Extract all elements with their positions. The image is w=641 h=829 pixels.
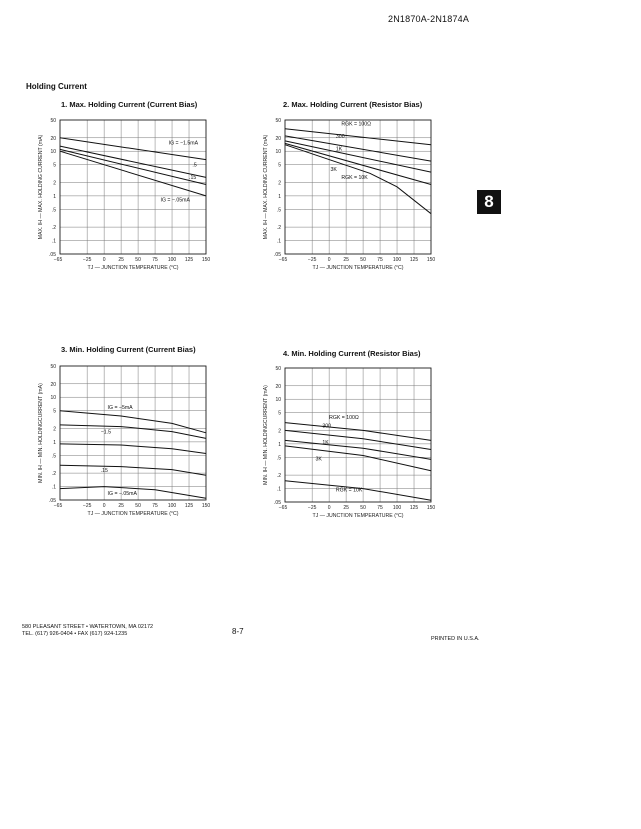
curve-label: 300	[335, 133, 345, 140]
curve-label: RGK = 10K	[335, 487, 363, 494]
chart-3	[20, 358, 220, 523]
y-tick-label: .2	[51, 471, 56, 478]
x-tick-label: 75	[152, 257, 158, 263]
y-tick-label: 1	[53, 193, 56, 200]
x-tick-label: 0	[327, 505, 331, 511]
y-tick-label: 20	[50, 135, 56, 142]
curve-label: IG = −.05mA	[160, 197, 190, 204]
part-number: 2N1870A-2N1874A	[388, 14, 470, 24]
y-tick-label: .05	[49, 498, 56, 504]
x-tick-label: 150	[201, 257, 211, 263]
y-tick-label: 10	[50, 395, 56, 402]
curve-label: .15	[189, 174, 197, 181]
y-tick-label: .2	[276, 473, 281, 480]
chart-2	[245, 112, 445, 277]
series-line	[285, 129, 431, 145]
y-axis-label: MAX. IH — MAX. HOLDING CURRENT (mA)	[38, 134, 44, 240]
x-tick-label: 125	[184, 257, 194, 263]
series-line	[285, 446, 431, 471]
y-tick-label: .1	[276, 238, 281, 245]
x-axis-label: TJ — JUNCTION TEMPERATURE (°C)	[312, 513, 404, 519]
x-tick-label: −65	[278, 257, 288, 263]
y-tick-label: 20	[50, 381, 56, 388]
curve-label: .15	[100, 468, 108, 475]
curve-label: 1K	[322, 439, 329, 446]
curve-label: 300	[322, 423, 332, 430]
series-line	[285, 141, 431, 172]
y-tick-label: 1	[278, 193, 281, 200]
plot-frame	[60, 366, 206, 500]
plot-frame	[285, 368, 431, 502]
y-tick-label: .05	[274, 252, 281, 258]
y-tick-label: 10	[275, 149, 281, 156]
y-tick-label: 5	[53, 162, 56, 169]
x-tick-label: −65	[278, 505, 288, 511]
y-tick-label: 2	[278, 428, 281, 435]
curve-label: RGK = 10K	[341, 174, 368, 181]
x-tick-label: −65	[53, 257, 63, 263]
y-tick-label: .5	[276, 207, 281, 214]
y-tick-label: 1	[53, 439, 56, 446]
series-line	[60, 444, 206, 454]
chart-1	[20, 112, 220, 277]
x-tick-label: −25	[307, 257, 317, 263]
x-axis-label: TJ — JUNCTION TEMPERATURE (°C)	[87, 265, 179, 271]
y-tick-label: .1	[51, 238, 56, 245]
curve-label: .5	[192, 162, 197, 169]
y-tick-label: 50	[275, 118, 281, 124]
y-tick-label: 10	[50, 149, 56, 156]
y-tick-label: 50	[275, 366, 281, 372]
series-line	[60, 151, 206, 196]
y-tick-label: .1	[51, 484, 56, 491]
x-tick-label: 0	[102, 257, 106, 263]
series-line	[60, 149, 206, 184]
x-tick-label: −25	[307, 505, 317, 511]
chart-3-title: 3. Min. Holding Current (Current Bias)	[61, 345, 196, 354]
x-tick-label: 25	[118, 257, 124, 263]
series-line	[60, 465, 206, 475]
y-tick-label: 1	[278, 441, 281, 448]
series-line	[285, 423, 431, 441]
y-tick-label: .1	[276, 486, 281, 493]
y-axis-label: MAX. IH — MAX. HOLDING CURRENT (mA)	[263, 134, 269, 240]
section-title: Holding Current	[26, 82, 87, 91]
y-tick-label: .5	[51, 207, 56, 214]
y-tick-label: 5	[278, 162, 281, 169]
y-tick-label: 2	[53, 180, 56, 187]
curve-label: 3K	[315, 456, 322, 463]
y-tick-label: .5	[276, 455, 281, 462]
curve-label: RGK = 100Ω	[329, 415, 359, 422]
x-tick-label: 100	[167, 503, 177, 509]
y-tick-label: 20	[275, 383, 281, 390]
y-tick-label: 50	[50, 364, 56, 370]
page-number: 8-7	[232, 627, 244, 636]
series-line	[285, 133, 431, 161]
curve-label: IG = −1.5mA	[168, 140, 199, 147]
footer-address-line1: 580 PLEASANT STREET • WATERTOWN, MA 02172	[22, 624, 154, 630]
curve-label: −1.5	[100, 429, 111, 436]
x-tick-label: 75	[377, 505, 383, 511]
x-tick-label: 0	[102, 503, 106, 509]
x-tick-label: 50	[135, 503, 141, 509]
y-tick-label: 5	[53, 408, 56, 415]
x-tick-label: 125	[409, 505, 419, 511]
chart-2-title: 2. Max. Holding Current (Resistor Bias)	[283, 100, 423, 109]
x-tick-label: 0	[327, 257, 331, 263]
series-line	[60, 411, 206, 436]
y-tick-label: .5	[51, 453, 56, 460]
x-tick-label: 25	[343, 505, 349, 511]
y-tick-label: 10	[275, 397, 281, 404]
x-tick-label: 75	[377, 257, 383, 263]
y-tick-label: 2	[278, 180, 281, 187]
x-tick-label: 75	[152, 503, 158, 509]
x-tick-label: 50	[360, 257, 366, 263]
chart-4	[245, 360, 445, 525]
x-tick-label: 50	[135, 257, 141, 263]
footer-address-line2: TEL. (617) 926-0404 • FAX (617) 924-1235	[22, 631, 128, 637]
curve-label: RGK = 100Ω	[341, 121, 372, 128]
x-tick-label: 125	[409, 257, 419, 263]
x-tick-label: 100	[167, 257, 177, 263]
x-tick-label: −25	[82, 257, 92, 263]
y-axis-label: MIN. IH — MIN. HOLDINGCURRENT (mA)	[263, 385, 269, 485]
y-tick-label: .2	[51, 225, 56, 232]
section-tab: 8	[477, 190, 501, 214]
curve-label: 1K	[335, 146, 343, 153]
x-axis-label: TJ — JUNCTION TEMPERATURE (°C)	[87, 511, 179, 517]
x-tick-label: 25	[118, 503, 124, 509]
x-tick-label: 25	[343, 257, 349, 263]
printed-notice: PRINTED IN U.S.A.	[431, 636, 480, 642]
curve-label: IG = −5mA	[107, 404, 133, 411]
y-tick-label: 50	[50, 118, 56, 124]
x-tick-label: 100	[392, 257, 402, 263]
series-line	[285, 430, 431, 449]
x-tick-label: 150	[426, 505, 436, 511]
x-tick-label: 150	[426, 257, 436, 263]
curve-label: IG = −.05mA	[107, 490, 137, 497]
series-line	[285, 440, 431, 459]
footer-address	[22, 624, 153, 638]
y-tick-label: 2	[53, 426, 56, 433]
x-tick-label: 125	[184, 503, 194, 509]
y-tick-label: .05	[274, 500, 281, 506]
series-line	[60, 146, 206, 177]
chart-1-title: 1. Max. Holding Current (Current Bias)	[61, 100, 198, 109]
curve-label: 3K	[330, 167, 337, 174]
y-axis-label: MIN. IH — MIN. HOLDINGCURRENT (mA)	[38, 383, 44, 483]
x-tick-label: 100	[392, 505, 402, 511]
y-tick-label: 20	[275, 135, 281, 142]
y-tick-label: .2	[276, 225, 281, 232]
x-tick-label: 50	[360, 505, 366, 511]
chart-4-title: 4. Min. Holding Current (Resistor Bias)	[283, 349, 421, 358]
x-tick-label: −25	[82, 503, 92, 509]
y-tick-label: .05	[49, 252, 56, 258]
x-tick-label: −65	[53, 503, 63, 509]
x-axis-label: TJ — JUNCTION TEMPERATURE (°C)	[312, 265, 404, 271]
y-tick-label: 5	[278, 410, 281, 417]
x-tick-label: 150	[201, 503, 211, 509]
